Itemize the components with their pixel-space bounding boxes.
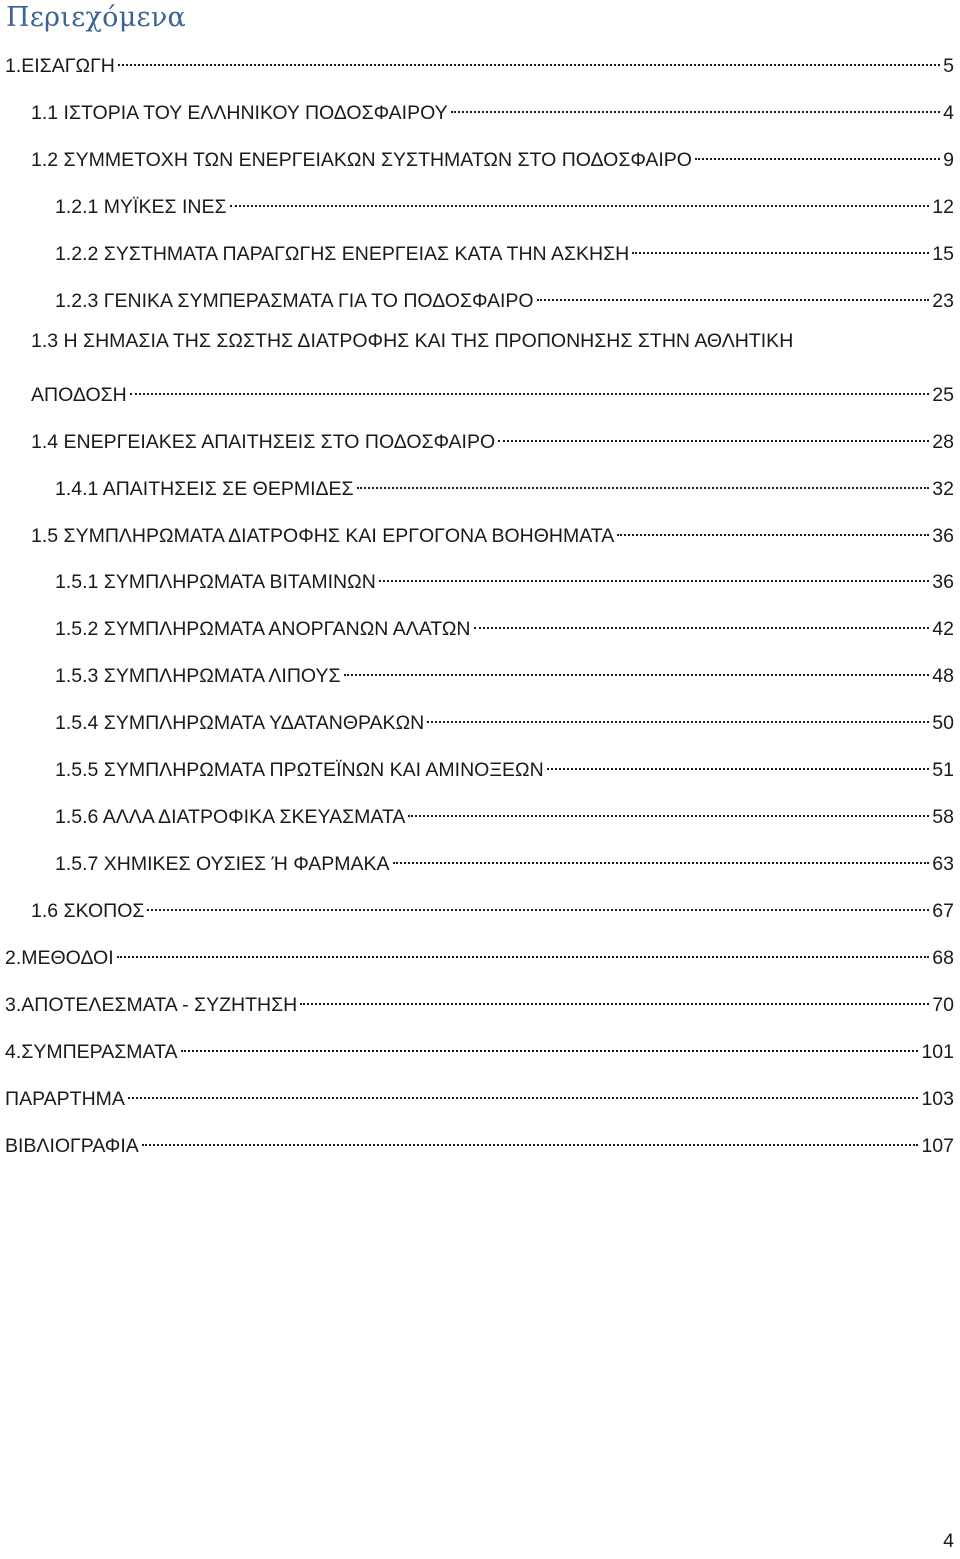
toc-entry[interactable]	[5, 1126, 954, 1157]
toc-entry-title: 1.2.1 ΜΥΪΚΕΣ ΙΝΕΣ	[55, 196, 227, 218]
toc-entry-page: 51	[932, 759, 954, 781]
toc-entry[interactable]	[55, 187, 954, 218]
toc-entry[interactable]	[31, 375, 954, 406]
toc-entry-page: 107	[921, 1135, 954, 1157]
toc-entry-title: 1.5.2 ΣΥΜΠΛΗΡΩΜΑΤΑ ΑΝΟΡΓΑΝΩΝ ΑΛΑΤΩΝ	[55, 618, 471, 640]
toc-entry-page: 4	[943, 102, 954, 124]
toc-entry-title: 1.5.1 ΣΥΜΠΛΗΡΩΜΑΤΑ ΒΙΤΑΜΙΝΩΝ	[55, 571, 376, 593]
toc-dot-leader	[118, 46, 940, 72]
toc-entry-page: 101	[921, 1041, 954, 1063]
toc-entry-title: 1.4.1 ΑΠΑΙΤΗΣΕΙΣ ΣΕ ΘΕΡΜΙΔΕΣ	[55, 478, 354, 500]
toc-entry-title: ΑΠΟΔΟΣΗ	[31, 384, 127, 406]
toc-entry-page: 50	[932, 712, 954, 734]
toc-entry-page: 32	[932, 478, 954, 500]
toc-dot-leader	[142, 1126, 919, 1152]
toc-entry[interactable]	[5, 1079, 954, 1110]
toc-entry-title: 1.2.3 ΓΕΝΙΚΑ ΣΥΜΠΕΡΑΣΜΑΤΑ ΓΙΑ ΤΟ ΠΟΔΟΣΦΑΙΡΟ	[55, 290, 534, 312]
toc-entry-page: 42	[932, 618, 954, 640]
toc-entry[interactable]	[5, 46, 954, 77]
toc-dot-leader	[537, 281, 930, 307]
toc-dot-leader	[300, 985, 929, 1011]
toc-entry-title: ΠΑΡΑΡΤΗΜΑ	[5, 1088, 125, 1110]
toc-entry-page: 15	[932, 243, 954, 265]
toc-dot-leader	[547, 750, 930, 776]
toc-entry[interactable]	[55, 609, 954, 640]
toc-dot-leader	[632, 234, 929, 260]
toc-dot-leader	[427, 703, 929, 729]
toc-dot-leader	[130, 375, 930, 401]
toc-entry[interactable]	[55, 562, 954, 593]
toc-dot-leader	[451, 93, 941, 119]
toc-entry-page: 36	[932, 525, 954, 547]
toc-entry-title: 1.4 ΕΝΕΡΓΕΙΑΚΕΣ ΑΠΑΙΤΗΣΕΙΣ ΣΤΟ ΠΟΔΟΣΦΑΙΡΟ	[31, 431, 496, 453]
page-number: 4	[943, 1530, 954, 1552]
toc-entry-page: 9	[943, 149, 954, 171]
toc-entry-title: 1.5.3 ΣΥΜΠΛΗΡΩΜΑΤΑ ΛΙΠΟΥΣ	[55, 665, 341, 687]
toc-dot-leader	[379, 562, 930, 588]
toc-entry[interactable]	[31, 93, 954, 124]
toc-entry[interactable]	[5, 1032, 954, 1063]
toc-entry-page: 28	[932, 431, 954, 453]
toc-entry[interactable]	[55, 281, 954, 312]
toc-entry-title: 1.ΕΙΣΑΓΩΓΗ	[5, 55, 115, 77]
toc-entry[interactable]	[31, 891, 954, 922]
toc-entry[interactable]	[31, 422, 954, 453]
toc-dot-leader	[230, 187, 930, 213]
toc-entry-page: 48	[932, 665, 954, 687]
toc-dot-leader	[181, 1032, 919, 1058]
toc-entry[interactable]	[55, 797, 954, 828]
toc-entry-page: 23	[932, 290, 954, 312]
toc-entry-page: 68	[932, 947, 954, 969]
toc-entry-page: 70	[932, 994, 954, 1016]
toc-entry[interactable]	[55, 844, 954, 875]
toc-dot-leader	[128, 1079, 919, 1105]
toc-dot-leader	[474, 609, 930, 635]
toc-entry-page: 25	[932, 384, 954, 406]
toc-entry[interactable]	[55, 656, 954, 687]
toc-dot-leader	[408, 797, 929, 823]
toc-entry-page: 103	[921, 1088, 954, 1110]
toc-dot-leader	[147, 891, 929, 917]
toc-entry[interactable]	[55, 469, 954, 500]
toc-entry-title: 1.5.4 ΣΥΜΠΛΗΡΩΜΑΤΑ ΥΔΑΤΑΝΘΡΑΚΩΝ	[55, 712, 425, 734]
toc-entry-title: ΒΙΒΛΙΟΓΡΑΦΙΑ	[5, 1135, 139, 1157]
toc-entry-page: 36	[932, 571, 954, 593]
toc-entry[interactable]	[55, 234, 954, 265]
toc-entry-title: 3.ΑΠΟΤΕΛΕΣΜΑΤΑ - ΣΥΖΗΤΗΣΗ	[5, 994, 298, 1016]
toc-entry[interactable]	[55, 750, 954, 781]
toc-entry-page: 5	[943, 55, 954, 77]
toc-dot-leader	[357, 469, 930, 495]
toc-dot-leader	[695, 140, 940, 166]
toc-dot-leader	[393, 844, 930, 870]
toc-entry-title: 1.3 Η ΣΗΜΑΣΙΑ ΤΗΣ ΣΩΣΤΗΣ ΔΙΑΤΡΟΦΗΣ ΚΑΙ ΤΗΣ ΠΡΟΠΟΝΗΣΗΣ ΣΤΗΝ ΑΘΛΗΤΙΚΗ	[31, 330, 794, 352]
toc-entry[interactable]	[5, 938, 954, 969]
toc-entry-title: 1.6 ΣΚΟΠΟΣ	[31, 900, 145, 922]
toc-entry-title: 1.2.2 ΣΥΣΤΗΜΑΤΑ ΠΑΡΑΓΩΓΗΣ ΕΝΕΡΓΕΙΑΣ ΚΑΤΑ ΤΗΝ ΑΣΚΗΣΗ	[55, 243, 630, 265]
toc-entry-page: 58	[932, 806, 954, 828]
toc-entry[interactable]	[31, 516, 954, 547]
toc-heading: Περιεχόμενα	[6, 2, 187, 33]
toc-entry-title: 2.ΜΕΘΟΔΟΙ	[5, 947, 114, 969]
toc-entry-title: 1.2 ΣΥΜΜΕΤΟΧΗ ΤΩΝ ΕΝΕΡΓΕΙΑΚΩΝ ΣΥΣΤΗΜΑΤΩΝ ΣΤΟ ΠΟΔΟΣΦΑΙΡΟ	[31, 149, 692, 171]
toc-entry[interactable]	[55, 703, 954, 734]
toc-dot-leader	[617, 516, 929, 542]
toc-entry[interactable]	[31, 328, 954, 354]
toc-dot-leader	[498, 422, 929, 448]
toc-entry-page: 12	[932, 196, 954, 218]
toc-entry-title: 1.5.5 ΣΥΜΠΛΗΡΩΜΑΤΑ ΠΡΩΤΕΪΝΩΝ ΚΑΙ ΑΜΙΝΟΞΕΩΝ	[55, 759, 544, 781]
toc-entry-title: 1.5 ΣΥΜΠΛΗΡΩΜΑΤΑ ΔΙΑΤΡΟΦΗΣ ΚΑΙ ΕΡΓΟΓΟΝΑ ΒΟΗΘΗΜΑΤΑ	[31, 525, 615, 547]
toc-entry[interactable]	[5, 985, 954, 1016]
toc-entry-title: 4.ΣΥΜΠΕΡΑΣΜΑΤΑ	[5, 1041, 178, 1063]
toc-entry[interactable]	[31, 140, 954, 171]
toc-entry-title: 1.5.6 ΑΛΛΑ ΔΙΑΤΡΟΦΙΚΑ ΣΚΕΥΑΣΜΑΤΑ	[55, 806, 406, 828]
toc-entry-title: 1.5.7 ΧΗΜΙΚΕΣ ΟΥΣΙΕΣ Ή ΦΑΡΜΑΚΑ	[55, 853, 390, 875]
toc-entry-page: 63	[932, 853, 954, 875]
toc-dot-leader	[344, 656, 930, 682]
toc-entry-title: 1.1 ΙΣΤΟΡΙΑ ΤΟΥ ΕΛΛΗΝΙΚΟΥ ΠΟΔΟΣΦΑΙΡΟΥ	[31, 102, 448, 124]
toc-entry-page: 67	[932, 900, 954, 922]
toc-dot-leader	[117, 938, 930, 964]
